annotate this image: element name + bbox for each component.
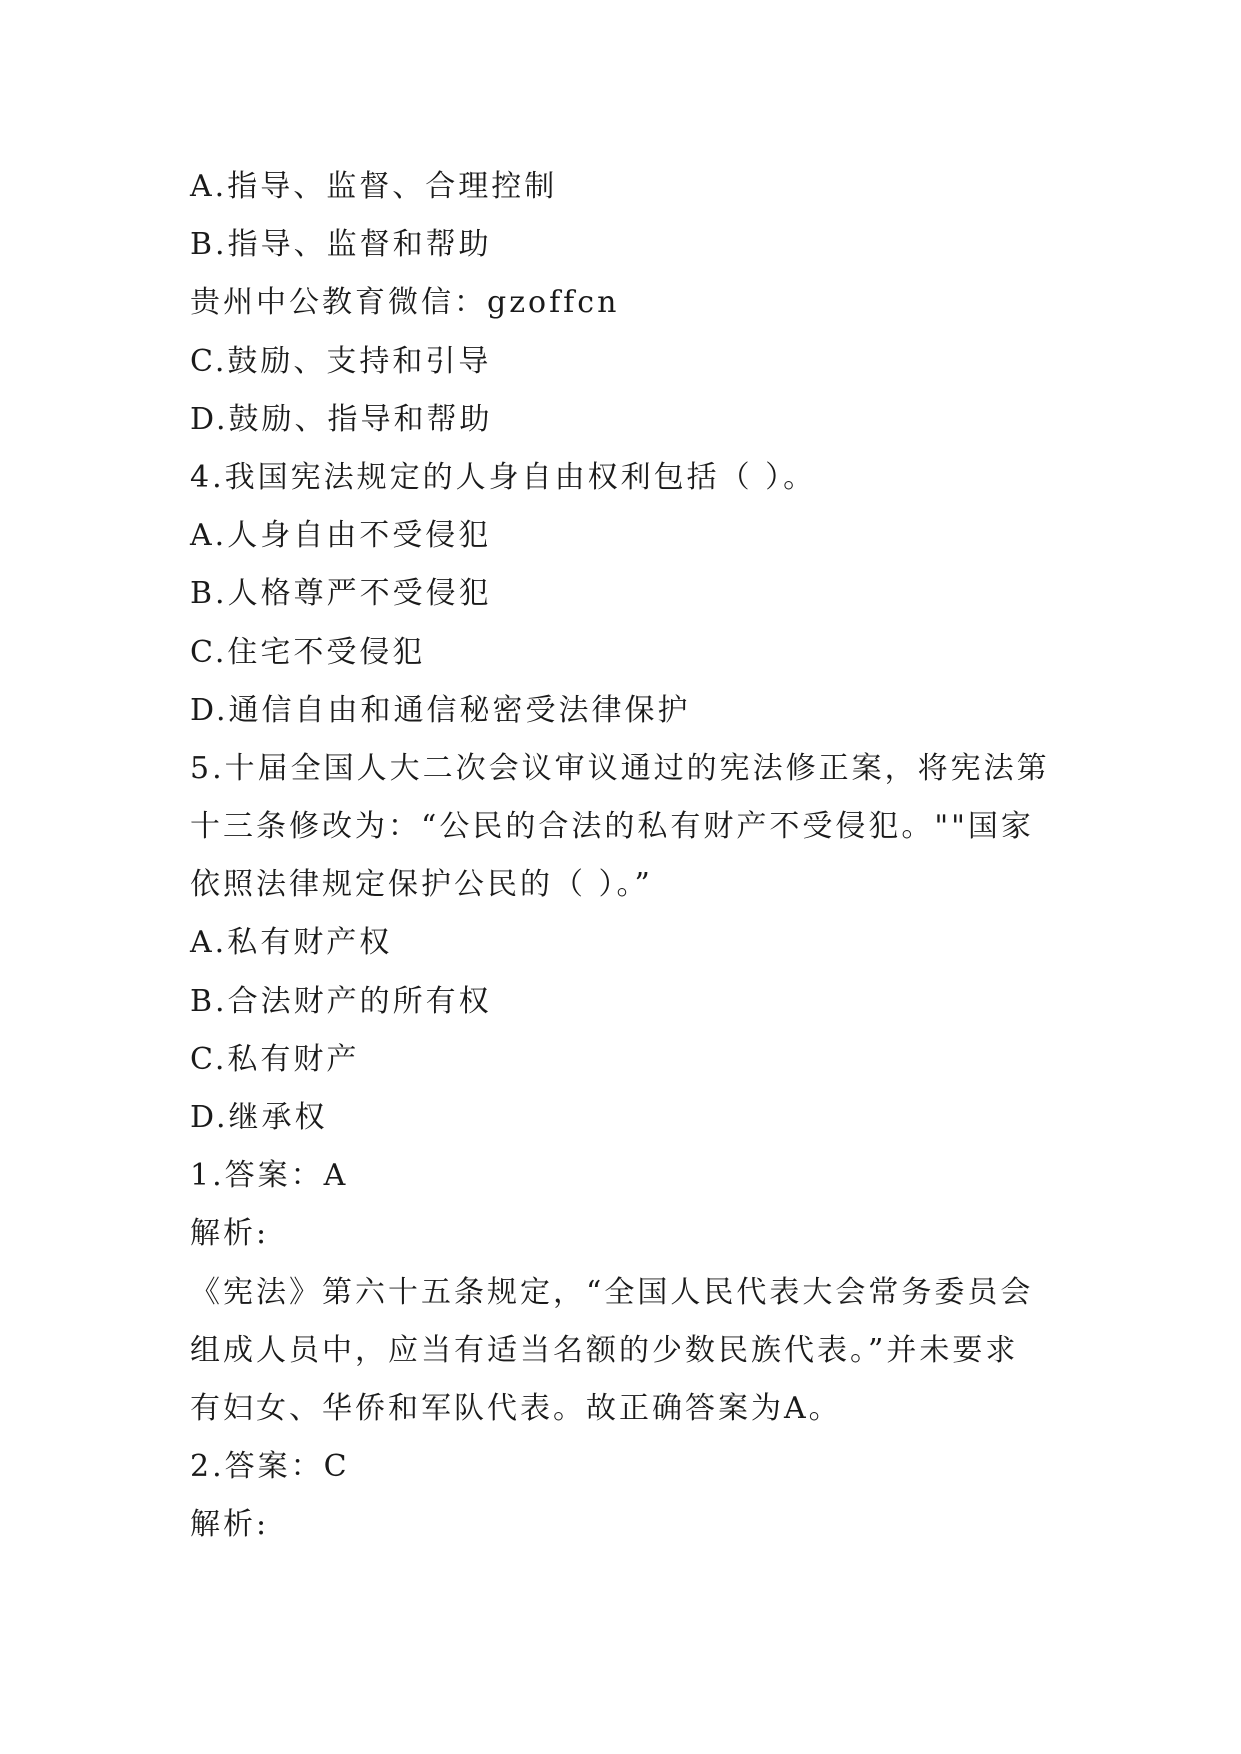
question-5-line-1: 5.十届全国人大二次会议审议通过的宪法修正案，将宪法第 [190, 750, 1050, 786]
option-4d: D.通信自由和通信秘密受法律保护 [190, 692, 691, 728]
document-body [190, 158, 1060, 1555]
answer-1: 1.答案：A [190, 1158, 349, 1194]
option-3c: C.鼓励、支持和引导 [190, 343, 492, 379]
option-4a: A.人身自由不受侵犯 [190, 518, 492, 554]
option-5d: D.继承权 [190, 1100, 328, 1135]
option-4b: B.人格尊严不受侵犯 [190, 576, 492, 612]
analysis-label-2: 解析: [190, 1507, 270, 1543]
analysis-label-1: 解析: [190, 1216, 270, 1252]
answer-2: 2.答案：C [190, 1449, 350, 1485]
option-3a: A.指导、监督、合理控制 [190, 169, 558, 204]
question-5-line-2: 十三条修改为：“公民的合法的私有财产不受侵犯。""国家 [190, 809, 1034, 845]
analysis-1-line-2: 组成人员中，应当有适当名额的少数民族代表。”并未要求 [190, 1332, 1019, 1368]
option-4c: C.住宅不受侵犯 [190, 634, 426, 670]
analysis-1-line-3: 有妇女、华侨和军队代表。故正确答案为A。 [190, 1390, 842, 1426]
option-3d: D.鼓励、指导和帮助 [190, 401, 493, 437]
analysis-1-line-1: 《宪法》第六十五条规定，“全国人民代表大会常务委员会 [190, 1274, 1034, 1310]
option-5b: B.合法财产的所有权 [190, 983, 492, 1019]
question-4: 4.我国宪法规定的人身自由权利包括（ ）。 [190, 459, 817, 495]
wechat-watermark-line: 贵州中公教育微信：gzoffcn [190, 285, 620, 321]
option-5a: A.私有财产权 [190, 925, 393, 961]
option-5c: C.私有财产 [190, 1041, 360, 1077]
question-5-line-3: 依照法律规定保护公民的（ ）。” [190, 867, 653, 903]
option-3b: B.指导、监督和帮助 [190, 227, 492, 263]
